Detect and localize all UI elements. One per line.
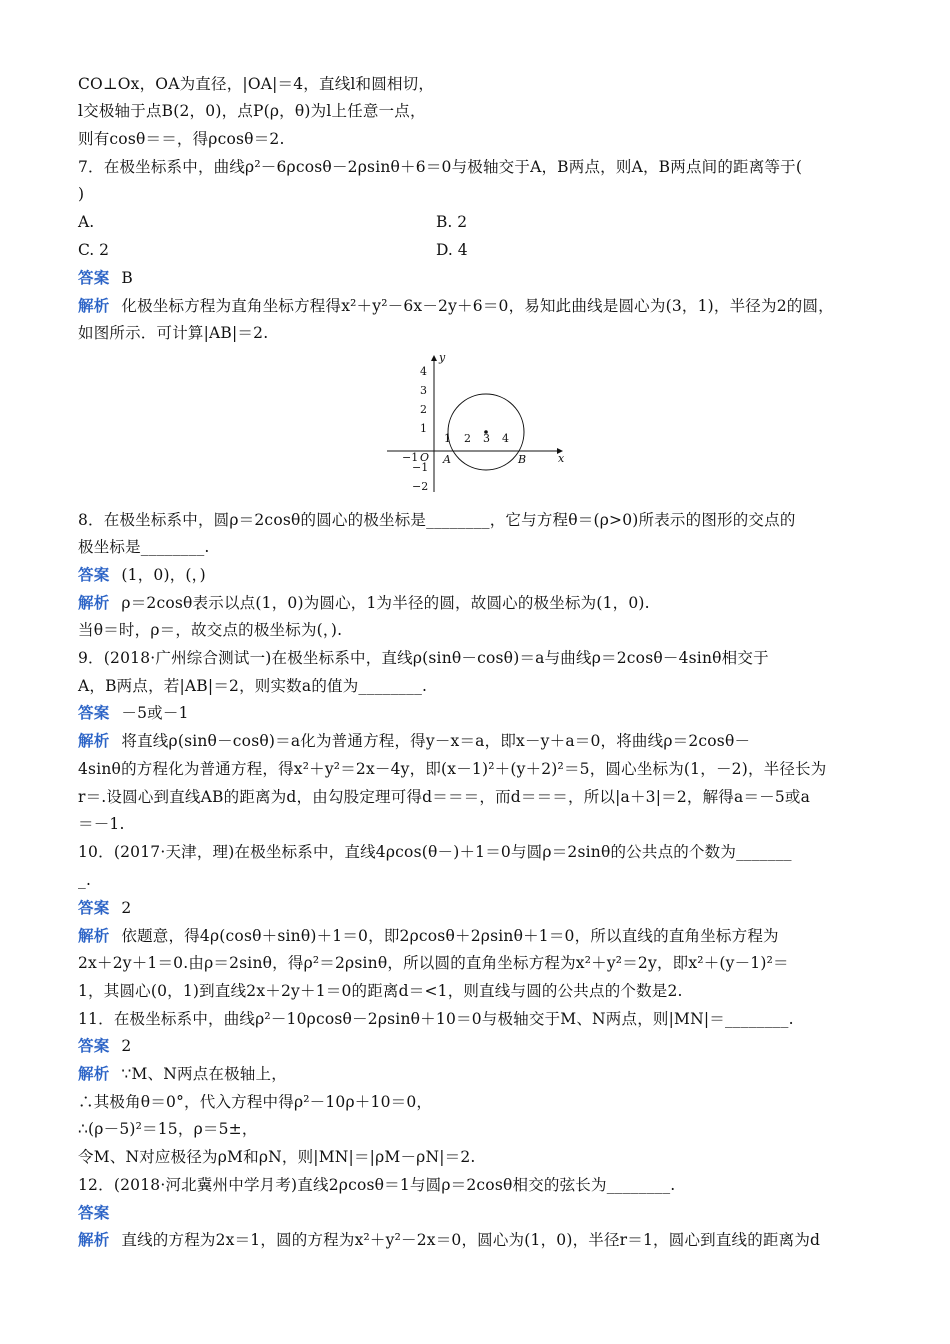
q7-analysis-row bbox=[78, 296, 878, 316]
q7-stem-cont: ) bbox=[78, 185, 85, 203]
q11-analysis-3: ∴(ρ－5)²＝15，ρ＝5±， bbox=[78, 1120, 258, 1138]
q12-answer-row bbox=[78, 1203, 878, 1223]
q8-stem-1: 8．在极坐标系中，圆ρ＝2cosθ的圆心的极坐标是________，它与方程θ＝(ρ>0)所表示的图形的交点的 bbox=[78, 511, 796, 529]
q12-analysis-1: 直线的方程为2x＝1，圆的方程为x²＋y²－2x＝0，圆心为(1，0)，半径r＝1，圆心到直线的距离为d bbox=[121, 1231, 821, 1249]
q11-answer-row bbox=[78, 1036, 878, 1056]
q11-stem: 11．在极坐标系中，曲线ρ²－10ρcosθ－2ρsinθ＋10＝0与极轴交于M、N两点，则|MN|＝________. bbox=[78, 1010, 794, 1028]
y-tick-neg1: −1 bbox=[412, 461, 429, 474]
q8-stem-2: 极坐标是________. bbox=[78, 538, 210, 556]
q8-answer: (1，0)，(，) bbox=[121, 566, 206, 584]
analysis-label: 解析 bbox=[78, 926, 110, 945]
answer-label: 答案 bbox=[78, 1203, 110, 1222]
answer-label: 答案 bbox=[78, 1036, 110, 1055]
x-tick-neg1: −1 bbox=[402, 451, 419, 464]
q7-analysis-2: 如图所示．可计算|AB|＝2. bbox=[78, 324, 269, 342]
q9-analysis-4: ＝－1. bbox=[78, 815, 125, 833]
q10-analysis-3: 1，其圆心(0，1)到直线2x＋2y＋1＝0的距离d＝<1，则直线与圆的公共点的个数是2. bbox=[78, 982, 683, 1000]
q7-option-b: B. 2 bbox=[436, 213, 468, 231]
q10-stem-1: 10．(2017·天津，理)在极坐标系中，直线4ρcos(θ－)＋1＝0与圆ρ＝2sinθ的公共点的个数为_______ bbox=[78, 843, 792, 861]
q8-analysis-2: 当θ＝时，ρ＝，故交点的极坐标为(，). bbox=[78, 621, 343, 639]
q10-answer: 2 bbox=[121, 899, 132, 917]
q10-stem-2: _. bbox=[78, 871, 92, 889]
q9-analysis-2: 4sinθ的方程化为普通方程，得x²＋y²＝2x－4y，即(x－1)²＋(y＋2)²＝5，圆心坐标为(1，－2)，半径长为 bbox=[78, 760, 827, 778]
answer-label: 答案 bbox=[78, 898, 110, 917]
q11-answer: 2 bbox=[121, 1037, 132, 1055]
y-tick-3: 3 bbox=[420, 384, 427, 397]
q8-answer-row bbox=[78, 565, 878, 585]
q9-answer-row bbox=[78, 703, 878, 723]
origin-label: O bbox=[420, 451, 430, 464]
q8-analysis-1: ρ＝2cosθ表示以点(1，0)为圆心，1为半径的圆，故圆心的极坐标为(1，0). bbox=[121, 594, 650, 612]
point-b-label: B bbox=[518, 453, 527, 466]
answer-label: 答案 bbox=[78, 565, 110, 584]
analysis-label: 解析 bbox=[78, 593, 110, 612]
q9-analysis-3: r＝.设圆心到直线AB的距离为d，由勾股定理可得d＝＝＝，而d＝＝＝，所以|a＋3|＝2，解得a＝－5或a bbox=[78, 788, 811, 806]
q12-stem: 12．(2018·河北冀州中学月考)直线2ρcosθ＝1与圆ρ＝2cosθ相交的弦长为________. bbox=[78, 1176, 676, 1194]
answer-label: 答案 bbox=[78, 268, 110, 287]
x-tick-1: 1 bbox=[444, 432, 451, 445]
circle-coordinate-figure bbox=[382, 352, 572, 497]
q10-analysis-2: 2x＋2y＋1＝0.由ρ＝2sinθ，得ρ²＝2ρsinθ，所以圆的直角坐标方程为x²＋y²＝2y，即x²＋(y－1)²＝ bbox=[78, 954, 789, 972]
analysis-label: 解析 bbox=[78, 731, 110, 750]
x-tick-2: 2 bbox=[464, 432, 471, 445]
q10-answer-row bbox=[78, 898, 878, 918]
q9-stem-1: 9．(2018·广州综合测试一)在极坐标系中，直线ρ(sinθ－cosθ)＝a与曲线ρ＝2cosθ－4sinθ相交于 bbox=[78, 649, 769, 667]
answer-label: 答案 bbox=[78, 703, 110, 722]
q7-stem: 7．在极坐标系中，曲线ρ²－6ρcosθ－2ρsinθ＋6＝0与极轴交于A，B两点，则A，B两点间的距离等于( bbox=[78, 158, 803, 176]
intro-line-1: CO⊥Ox，OA为直径，|OA|＝4，直线l和圆相切， bbox=[78, 75, 435, 93]
x-axis-label: x bbox=[558, 452, 565, 465]
q9-stem-2: A，B两点，若|AB|＝2，则实数a的值为________. bbox=[78, 677, 428, 695]
y-tick-4: 4 bbox=[420, 365, 427, 378]
q11-analysis-1: ∵M、N两点在极轴上， bbox=[121, 1065, 287, 1083]
intro-line-2: l交极轴于点B(2，0)，点P(ρ，θ)为l上任意一点， bbox=[78, 102, 426, 120]
y-tick-1: 1 bbox=[420, 422, 427, 435]
x-tick-3: 3 bbox=[483, 432, 490, 445]
q7-analysis-1: 化极坐标方程为直角坐标方程得x²＋y²－6x－2y＋6＝0，易知此曲线是圆心为(3，1)，半径为2的圆， bbox=[121, 297, 834, 315]
q12-analysis-row bbox=[78, 1230, 878, 1250]
q9-answer: －5或－1 bbox=[121, 704, 189, 722]
q8-analysis-row bbox=[78, 593, 878, 613]
q9-analysis-row bbox=[78, 731, 878, 751]
q7-option-a: A. bbox=[78, 213, 95, 231]
q7-answer: B bbox=[121, 269, 133, 287]
y-tick-2: 2 bbox=[420, 403, 427, 416]
q10-analysis-row bbox=[78, 926, 878, 946]
q7-answer-row bbox=[78, 268, 878, 288]
analysis-label: 解析 bbox=[78, 1064, 110, 1083]
analysis-label: 解析 bbox=[78, 296, 110, 315]
intro-line-3: 则有cosθ＝＝，得ρcosθ＝2. bbox=[78, 130, 285, 148]
q7-option-d: D. 4 bbox=[436, 241, 468, 259]
x-tick-4: 4 bbox=[502, 432, 509, 445]
q11-analysis-4: 令M、N对应极径为ρM和ρN，则|MN|＝|ρM－ρN|＝2. bbox=[78, 1148, 476, 1166]
q7-option-c: C. 2 bbox=[78, 241, 110, 259]
y-tick-neg2: −2 bbox=[412, 480, 429, 493]
q9-analysis-1: 将直线ρ(sinθ－cosθ)＝a化为普通方程，得y－x＝a，即x－y＋a＝0，将曲线ρ＝2cosθ－ bbox=[121, 732, 751, 750]
q10-analysis-1: 依题意，得4ρ(cosθ＋sinθ)＋1＝0，即2ρcosθ＋2ρsinθ＋1＝0，所以直线的直角坐标方程为 bbox=[121, 927, 779, 945]
y-axis-label: y bbox=[439, 352, 446, 364]
point-a-label: A bbox=[443, 453, 451, 466]
analysis-label: 解析 bbox=[78, 1230, 110, 1249]
q11-analysis-2: ∴其极角θ＝0°，代入方程中得ρ²－10ρ＋10＝0， bbox=[78, 1093, 433, 1111]
q11-analysis-row bbox=[78, 1064, 878, 1084]
